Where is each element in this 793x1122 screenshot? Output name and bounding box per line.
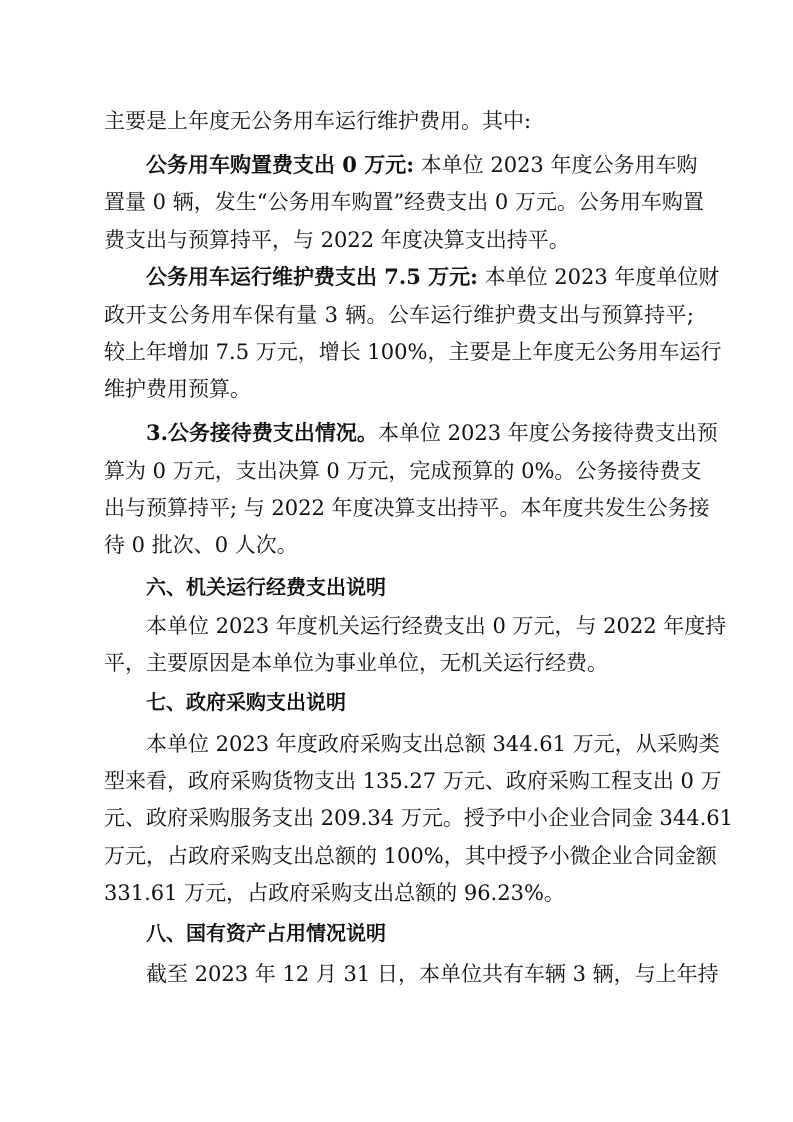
text-line: 待 0 批次、0 人次。 — [104, 533, 298, 557]
text-line: 平，主要原因是本单位为事业单位，无机关运行经费。 — [104, 651, 608, 675]
text-line: 元、政府采购服务支出 209.34 万元。授予中小企业合同金 344.61 — [104, 806, 733, 830]
text-line: 置量 0 辆，发生“公务用车购置”经费支出 0 万元。公务用车购置 — [104, 190, 704, 214]
section-heading: 八、国有资产占用情况说明 — [146, 921, 386, 945]
text-line: 本单位 2023 年度政府采购支出总额 344.61 万元，从采购类 — [146, 732, 720, 756]
text-line: 公务用车购置费支出 0 万元: 本单位 2023 年度公务用车购 — [146, 152, 698, 177]
text-line: 公务用车运行维护费支出 7.5 万元: 本单位 2023 年度单位财 — [146, 264, 720, 289]
text-line: 截至 2023 年 12 月 31 日，本单位共有车辆 3 辆，与上年持 — [146, 962, 719, 986]
text-line: 主要是上年度无公务用车运行维护费用。其中: — [104, 109, 532, 133]
text-line: 费支出与预算持平，与 2022 年度决算支出持平。 — [104, 228, 570, 252]
section-heading: 七、政府采购支出说明 — [146, 690, 346, 714]
text-line: 型来看，政府采购货物支出 135.27 万元、政府采购工程支出 0 万 — [104, 769, 722, 793]
text-line: 本单位 2023 年度机关运行经费支出 0 万元，与 2022 年度持 — [146, 614, 727, 638]
bold-lead: 公务用车购置费支出 0 万元: — [146, 152, 414, 177]
bold-lead: 公务用车运行维护费支出 7.5 万元: — [146, 264, 478, 289]
text-line: 政开支公务用车保有量 3 辆。公车运行维护费支出与预算持平; — [104, 303, 694, 327]
text-line: 较上年增加 7.5 万元，增长 100%，主要是上年度无公务用车运行 — [104, 340, 722, 364]
text-line: 万元，占政府采购支出总额的 100%，其中授予小微企业合同金额 — [104, 844, 717, 868]
text-line: 算为 0 万元，支出决算 0 万元，完成预算的 0%。公务接待费支 — [104, 459, 702, 483]
section-heading: 六、机关运行经费支出说明 — [146, 575, 386, 599]
bold-lead: 3.公务接待费支出情况。 — [146, 420, 378, 445]
text-line: 3.公务接待费支出情况。本单位 2023 年度公务接待费支出预 — [146, 420, 718, 445]
text-line: 出与预算持平; 与 2022 年度决算支出持平。本年度共发生公务接 — [104, 496, 710, 520]
text-line: 维护费用预算。 — [104, 377, 251, 401]
text-line: 331.61 万元，占政府采购支出总额的 96.23%。 — [104, 881, 565, 905]
